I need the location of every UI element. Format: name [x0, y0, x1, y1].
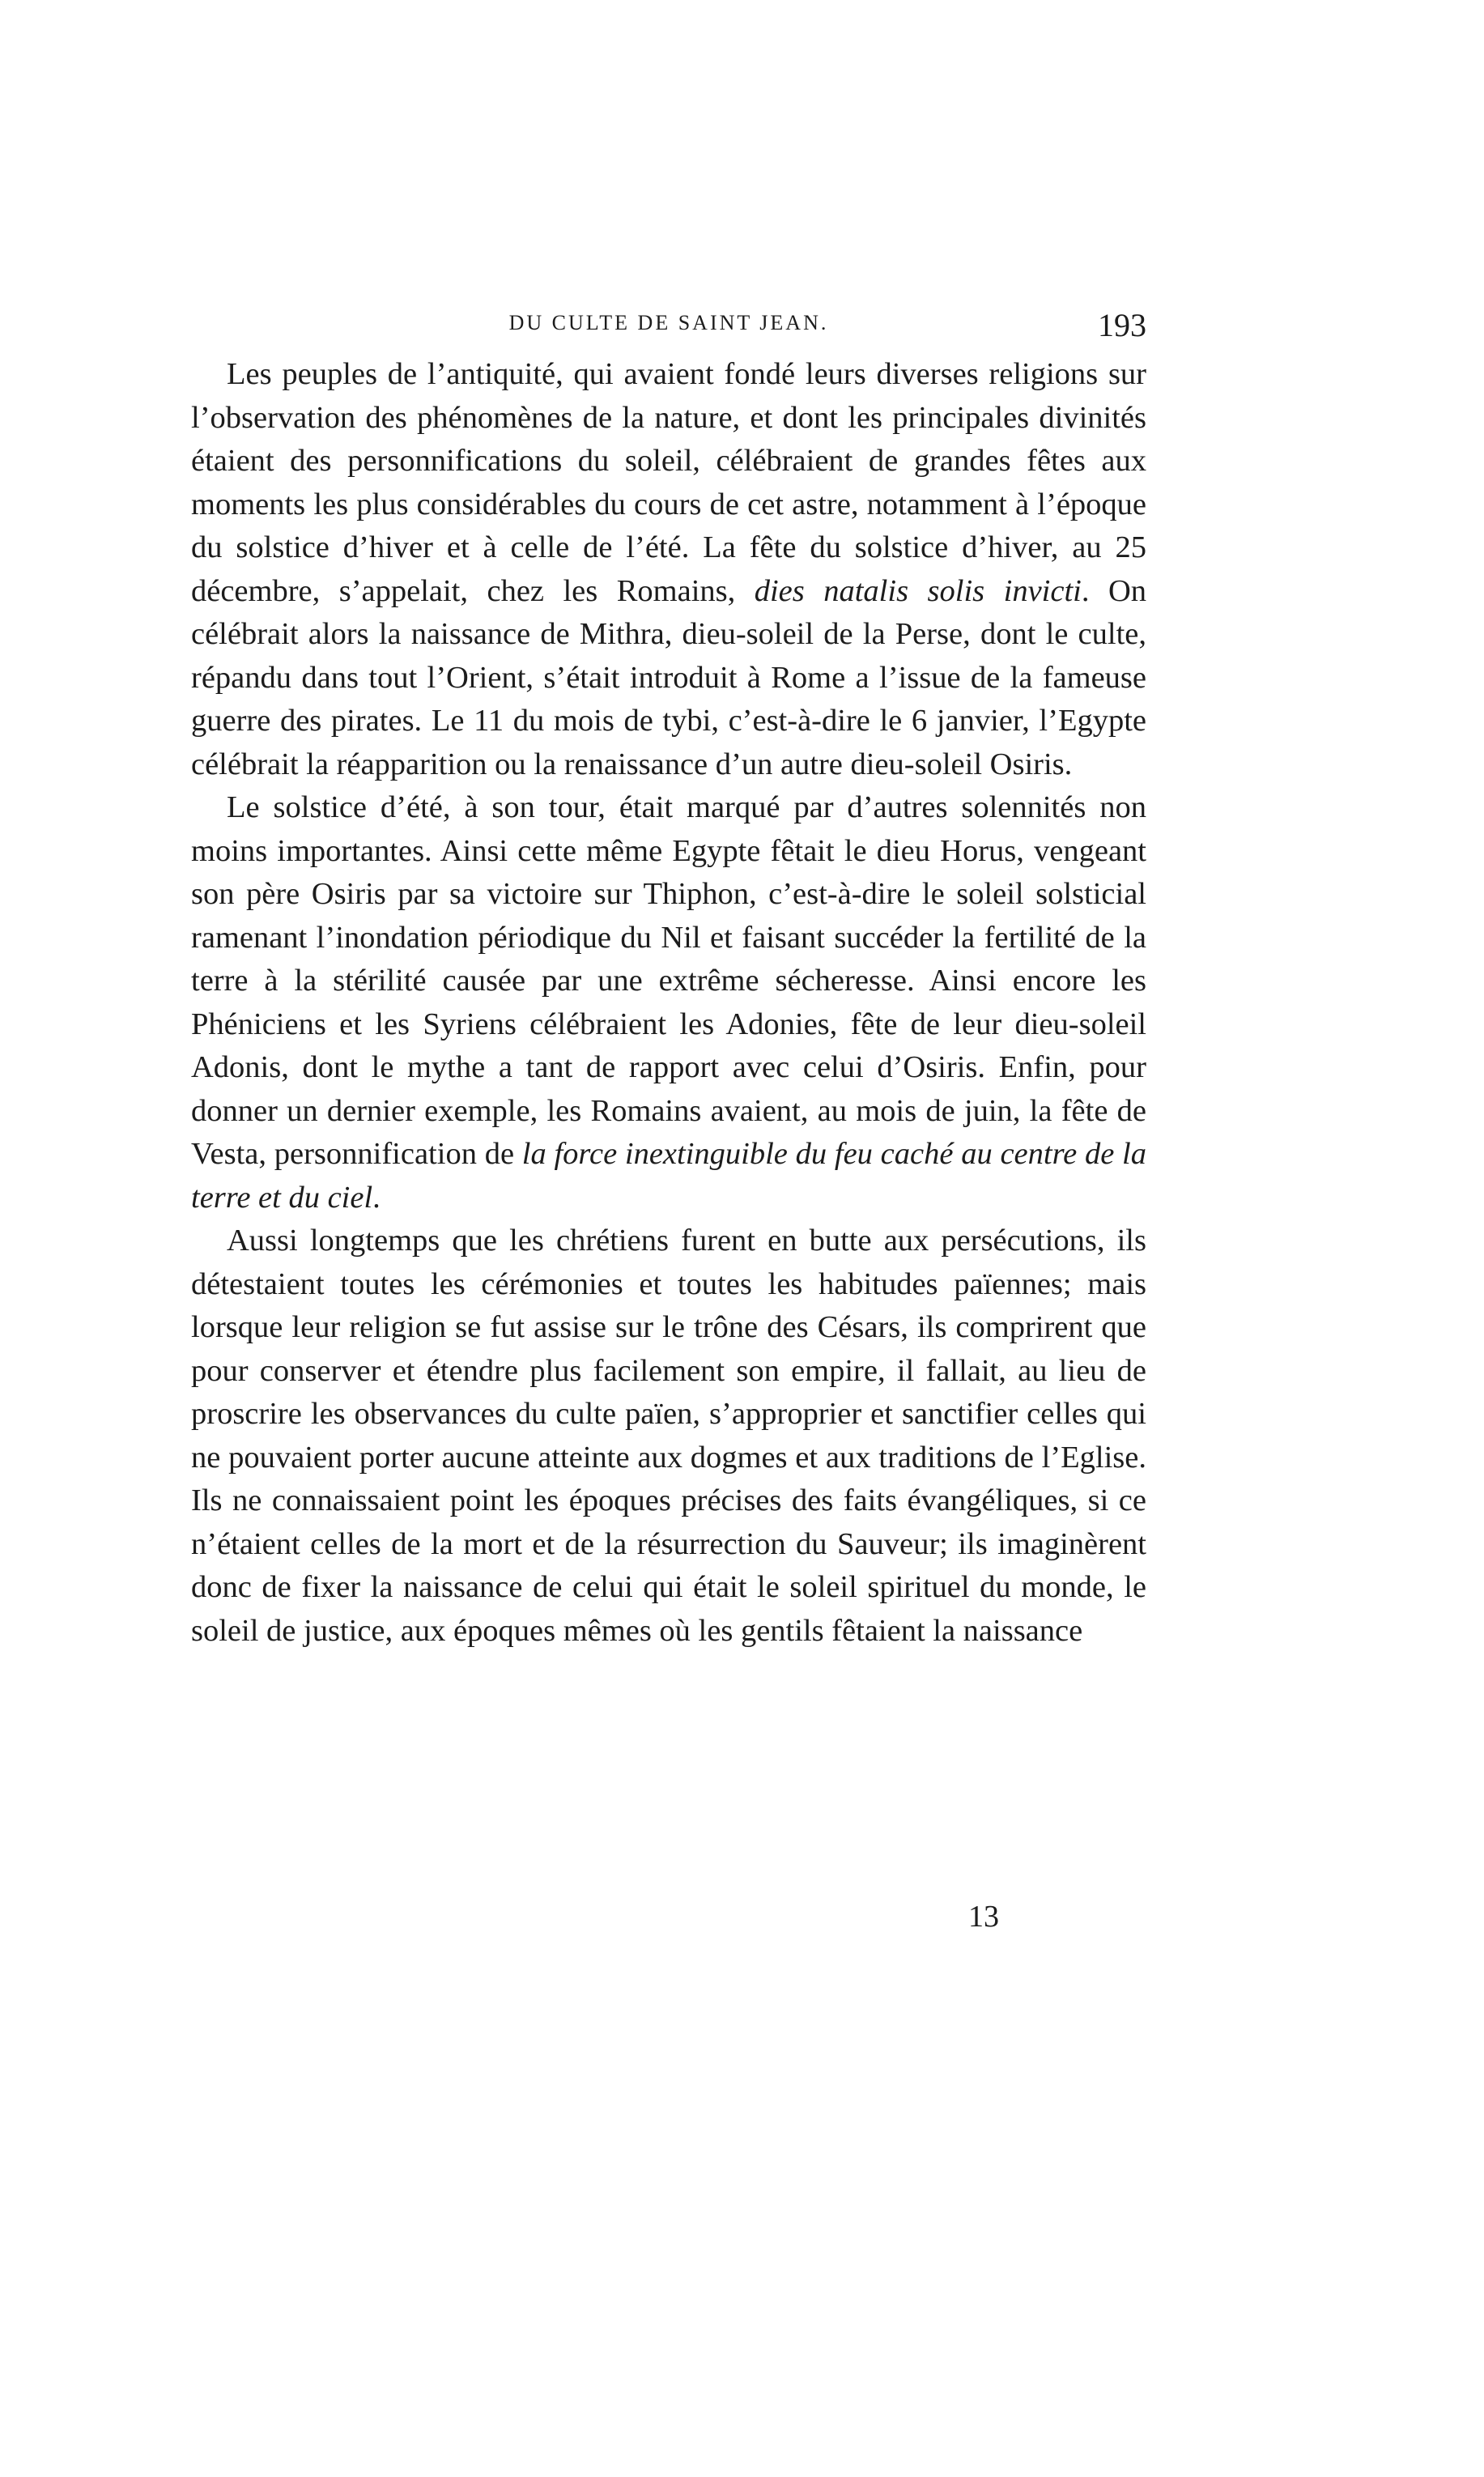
signature-mark: 13	[968, 1900, 999, 1934]
running-title: DU CULTE DE SAINT JEAN.	[508, 311, 829, 334]
paragraph-text: Le solstice d’été, à son tour, était marqué par d’autres solennités non moins importantes. Ainsi cette même Egypte fêtait le dieu Horus, vengeant son père Osiris par sa victoire sur Thiphon, c’est-à-dire le soleil solsticial ramenant l’inondation périodique du Nil et faisant succéder la fertilité de la terre à la stérilité causée par une extrême sécheresse. Ainsi encore les Phéniciens et les Syriens célébraient les Adonies, fête de leur dieu-soleil Adonis, dont le mythe a tant de rapport avec celui d’Osiris. Enfin, pour donner un dernier exemple, les Romains avaient, au mois de juin, la fête de Vesta, personnification de	[191, 790, 1146, 1171]
paragraph	[191, 786, 1146, 1219]
running-head	[191, 306, 1146, 355]
paragraph-text: Les peuples de l’antiquité, qui avaient fondé leurs diverses religions sur l’observation des phénomènes de la nature, et dont les principales divinités étaient des personnifications du soleil, célébraient de grandes fêtes aux moments les plus considérables du cours de cet astre, notamment à l’époque du solstice d’hiver et à celle de l’été. La fête du solstice d’hiver, au 25 décembre, s’appelait, chez les Romains,	[191, 357, 1146, 608]
page-number: 193	[1098, 307, 1146, 343]
paragraph	[191, 353, 1146, 786]
paragraph-text: . On célébrait alors la naissance de Mithra, dieu-soleil de la Perse, dont le culte, répandu dans tout l’Orient, s’était introduit à Rome a l’issue de la fameuse guerre des pirates. Le 11 du mois de tybi, c’est-à-dire le 6 janvier, l’Egypte célébrait la réapparition ou la renaissance d’un autre dieu-soleil Osiris.	[191, 573, 1147, 781]
paragraph-italic: la force inextinguible du feu caché au centre de la terre et du ciel	[191, 1137, 1146, 1215]
paragraph-text: .	[372, 1180, 381, 1215]
paragraph-text: Aussi longtemps que les chrétiens furent en butte aux persécutions, ils détestaient toutes les cérémonies et toutes les habitudes païennes; mais lorsque leur religion se fut assise sur le trône des Césars, ils comprirent que pour conserver et étendre plus facilement son empire, il fallait, au lieu de proscrire les observances du culte païen, s’approprier et sanctifier celles qui ne pouvaient porter aucune atteinte aux dogmes et aux traditions de l’Eglise. Ils ne connaissaient point les époques précises des faits évangéliques, si ce n’étaient celles de la mort et de la résurrection du Sauveur; ils imaginèrent donc de fixer la naissance de celui qui était le soleil spirituel du monde, le soleil de justice, aux époques mêmes où les gentils fêtaient la naissance	[191, 1224, 1146, 1648]
paragraph-italic: dies natalis solis invicti	[754, 573, 1082, 608]
paragraph	[191, 1219, 1146, 1653]
text-body	[191, 353, 1146, 1653]
